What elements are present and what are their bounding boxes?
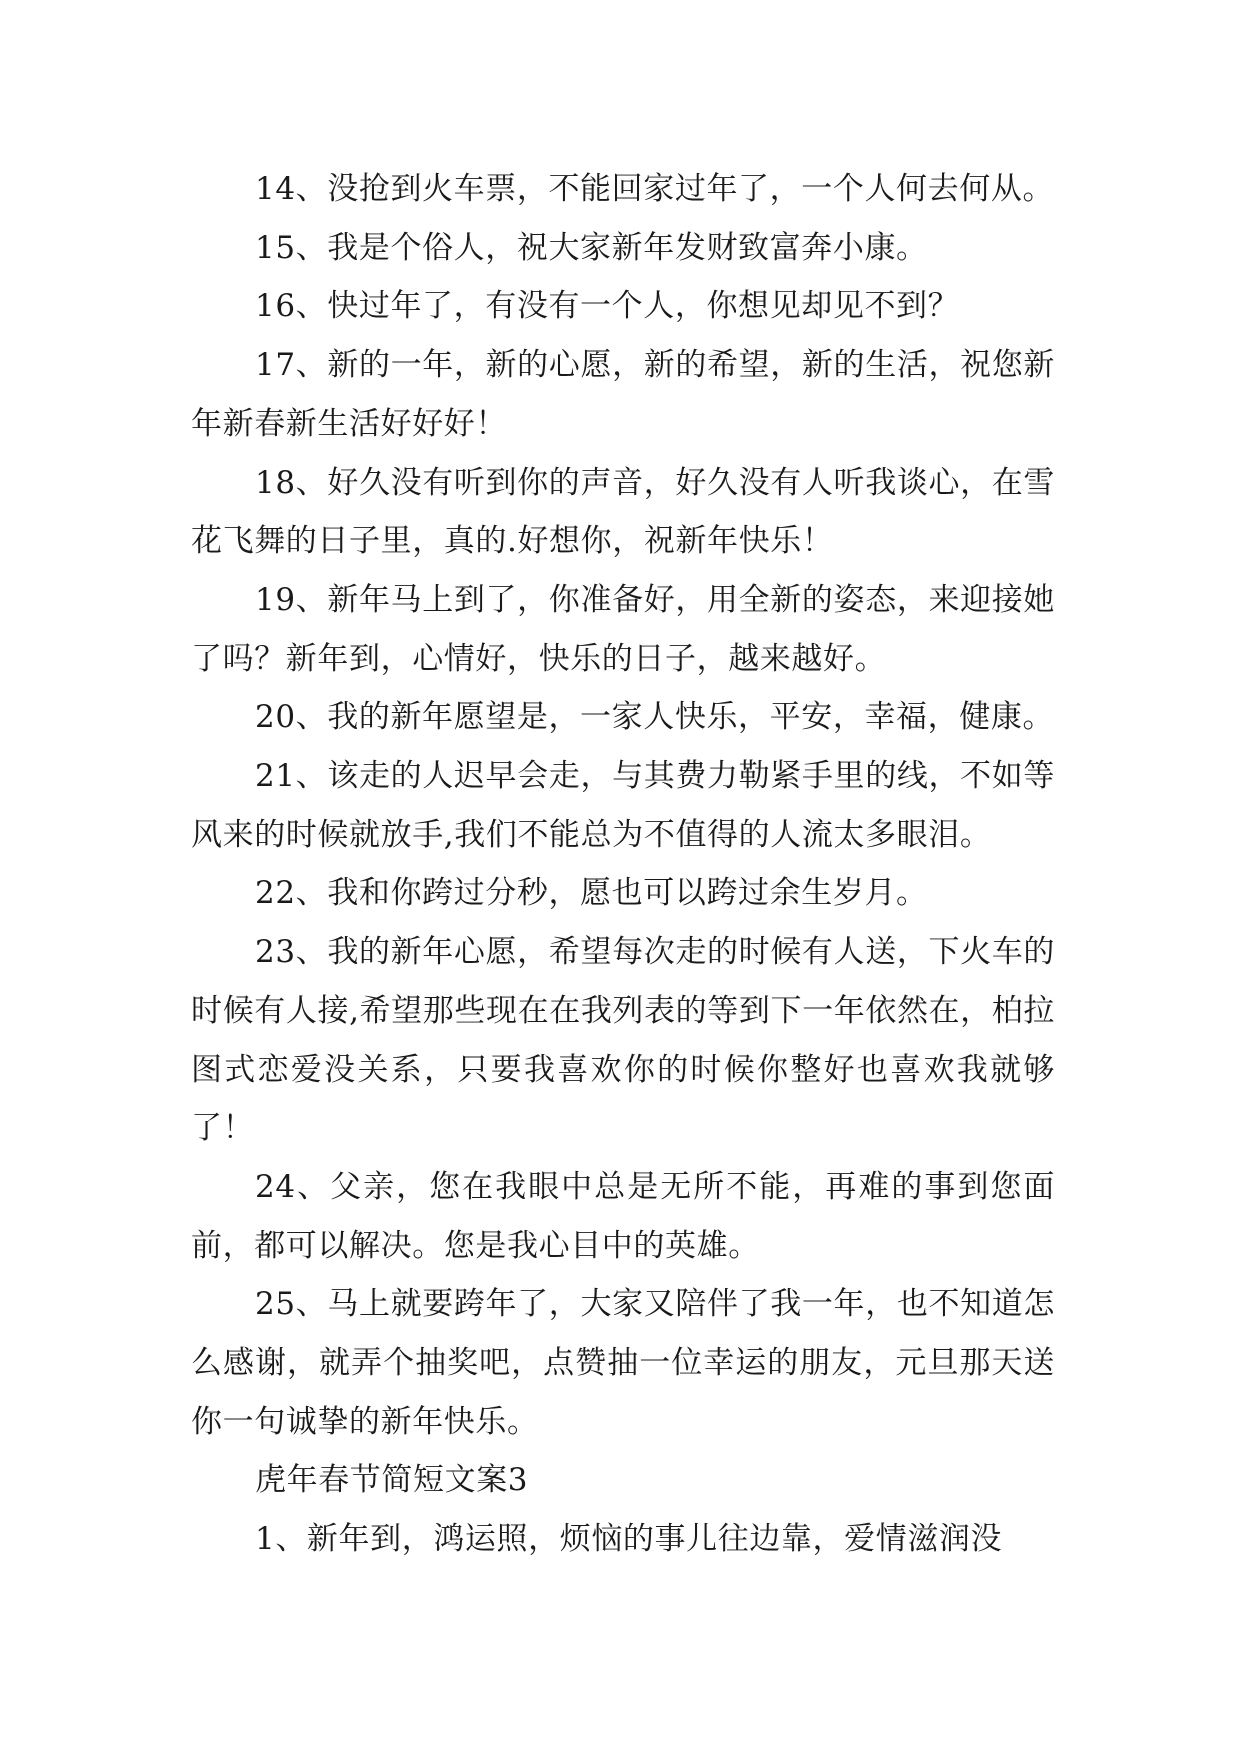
paragraph-23: 23、我的新年心愿，希望每次走的时候有人送，下火车的时候有人接,希望那些现在在我列表的等到下一年依然在，柏拉图式恋爱没关系，只要我喜欢你的时候你整好也喜欢我就够了！ (191, 934, 1055, 1147)
section-heading: 虎年春节简短文案3 (255, 1462, 529, 1499)
paragraph-22: 22、我和你跨过分秒，愿也可以跨过余生岁月。 (255, 875, 928, 912)
paragraph-1: 1、新年到，鸿运照，烦恼的事儿往边靠，爱情滋润没 (255, 1521, 1003, 1558)
paragraph-25: 25、马上就要跨年了，大家又陪伴了我一年，也不知道怎么感谢，就弄个抽奖吧，点赞抽一位幸运的朋友，元旦那天送你一句诚挚的新年快乐。 (191, 1286, 1055, 1440)
paragraph-20: 20、我的新年愿望是，一家人快乐，平安，幸福，健康。 (255, 699, 1055, 736)
paragraph-14: 14、没抢到火车票，不能回家过年了，一个人何去何从。 (255, 171, 1055, 207)
paragraph-15: 15、我是个俗人，祝大家新年发财致富奔小康。 (255, 229, 928, 266)
paragraph-17: 17、新的一年，新的心愿，新的希望，新的生活，祝您新年新春新生活好好好！ (191, 347, 1055, 442)
document-page (191, 160, 1055, 1569)
paragraph-18: 18、好久没有听到你的声音，好久没有人听我谈心，在雪花飞舞的日子里，真的.好想你，祝新年快乐！ (191, 464, 1055, 560)
paragraph-21: 21、该走的人迟早会走，与其费力勒紧手里的线，不如等风来的时候就放手,我们不能总为不值得的人流太多眼泪。 (191, 758, 1055, 853)
paragraph-24: 24、父亲，您在我眼中总是无所不能，再难的事到您面前，都可以解决。您是我心目中的英雄。 (191, 1168, 1055, 1264)
paragraph-19: 19、新年马上到了，你准备好，用全新的姿态，来迎接她了吗？新年到，心情好，快乐的日子，越来越好。 (191, 581, 1055, 677)
paragraph-16: 16、快过年了，有没有一个人，你想见却见不到？ (255, 288, 960, 325)
